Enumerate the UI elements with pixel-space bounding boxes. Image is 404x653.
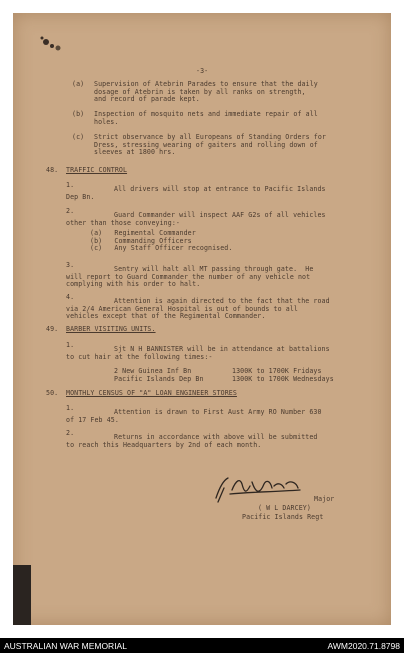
- item-c-label: (c): [72, 133, 85, 141]
- footer-accession-number: AWM2020.71.8798: [327, 641, 400, 651]
- item-b-label: (b): [72, 110, 85, 118]
- section-48-para-3-number: 3.: [66, 261, 75, 269]
- section-49-para-1-number: 1.: [66, 341, 75, 349]
- signoff-unit: Pacific Islands Regt: [242, 513, 324, 521]
- page-edge-shadow: [13, 565, 31, 625]
- section-48-para-2-list: (a) Regimental Commander (b) Commanding Officers (c) Any Staff Officer recognised.: [90, 229, 233, 253]
- section-50-para-1-number: 1.: [66, 404, 75, 412]
- section-50-para-2-number: 2.: [66, 429, 75, 437]
- section-49-title: BARBER VISITING UNITS.: [66, 325, 156, 333]
- signoff-rank: Major: [314, 495, 335, 503]
- section-48-title: TRAFFIC CONTROL: [66, 166, 128, 174]
- footer-institution: AUSTRALIAN WAR MEMORIAL: [4, 641, 127, 651]
- section-49-para-1: Sjt N H BANNISTER will be in attendance at battalions to cut hair at the following times:-: [66, 345, 330, 361]
- page-number: -3-: [196, 67, 209, 75]
- handwritten-signature: [210, 472, 310, 506]
- section-50-para-1: Attention is drawn to First Aust Army RO Number 630 of 17 Feb 45.: [66, 408, 322, 424]
- section-48-para-1-number: 1.: [66, 181, 75, 189]
- section-49-schedule-row-1: 2 New Guinea Inf Bn 1300K to 1700K Fridays: [114, 367, 322, 375]
- item-a-text: Supervision of Atebrin Parades to ensure that the daily dosage of Atebrin is taken by all ranks on strength, and record of parade kept.: [94, 80, 318, 104]
- ink-stain: [38, 34, 70, 56]
- section-49-schedule-row-2: Pacific Islands Dep Bn 1300K to 1700K Wednesdays: [114, 375, 334, 383]
- section-48-para-4: Attention is again directed to the fact that the road via 2/4 American General Hospital is out of bounds to all vehicles except that of the Regimental Commander.: [66, 297, 330, 321]
- section-50-number: 50.: [46, 389, 59, 397]
- footer-bar: [0, 638, 404, 653]
- item-c-text: Strict observance by all Europeans of Standing Orders for Dress, stressing wearing of gaiters and rolling down of sleeves at 1800 hrs.: [94, 133, 326, 157]
- section-50-title: MONTHLY CENSUS OF "A" LOAN ENGINEER STORES: [66, 389, 237, 397]
- item-b-text: Inspection of mosquito nets and immediate repair of all holes.: [94, 110, 318, 126]
- section-48-number: 48.: [46, 166, 59, 174]
- section-48-para-2: Guard Commander will inspect AAF G2s of all vehicles other than those conveying:-: [66, 211, 326, 227]
- section-50-para-2: Returns in accordance with above will be submitted to reach this Headquarters by 2nd of each month.: [66, 433, 318, 449]
- section-48-para-3: Sentry will halt all MT passing through gate. He will report to Guard Commander the number of any vehicle not complying with his order to halt.: [66, 265, 314, 289]
- signoff-name: ( W L DARCEY): [258, 504, 311, 512]
- item-a-label: (a): [72, 80, 85, 88]
- section-48-para-2-number: 2.: [66, 207, 75, 215]
- section-49-number: 49.: [46, 325, 59, 333]
- section-48-para-4-number: 4.: [66, 293, 75, 301]
- section-48-para-1: All drivers will stop at entrance to Pacific Islands Dep Bn.: [66, 185, 326, 201]
